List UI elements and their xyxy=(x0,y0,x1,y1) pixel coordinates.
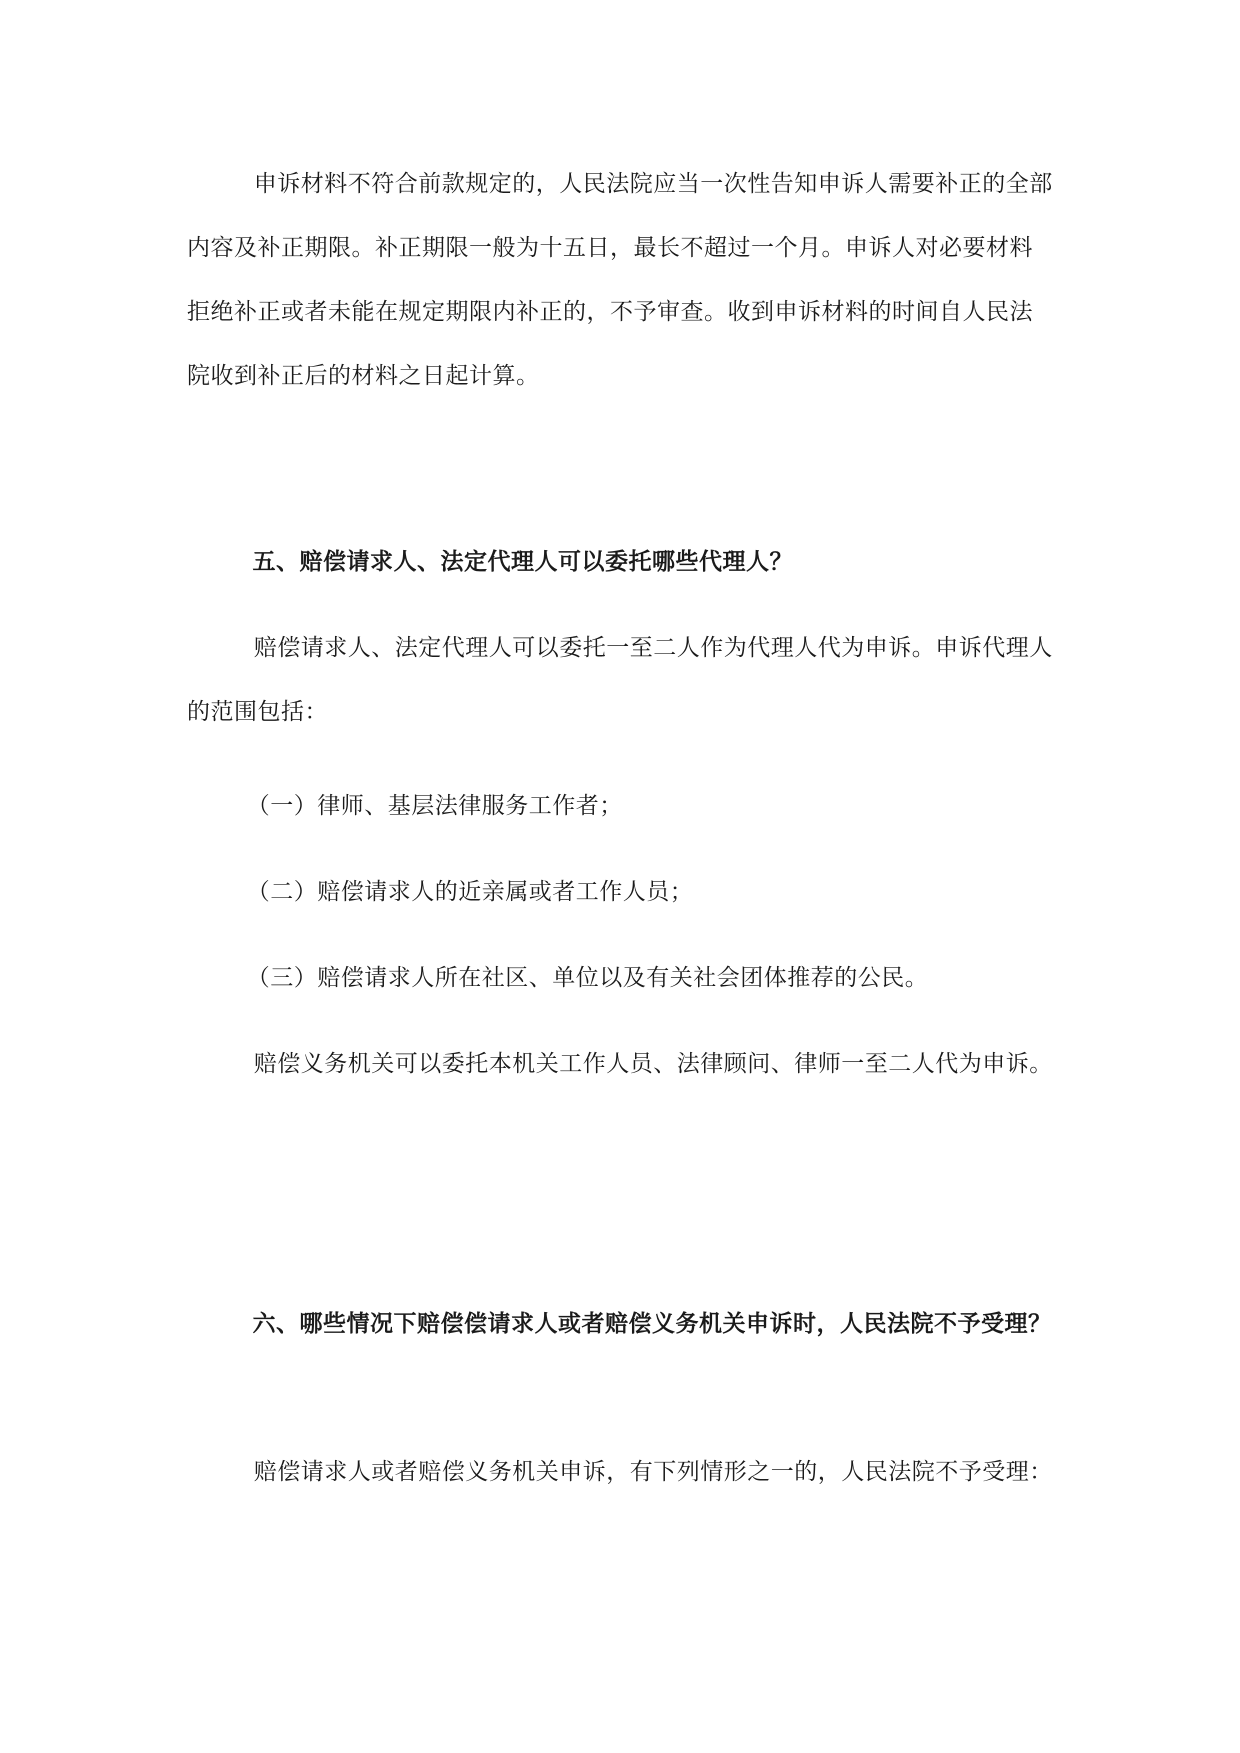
section-heading-five: 五、赔偿请求人、法定代理人可以委托哪些代理人？ xyxy=(252,548,794,575)
paragraph-correction-requirements: 申诉材料不符合前款规定的，人民法院应当一次性告知申诉人需要补正的全部内容及补正期限。补正期限一般为十五日，最长不超过一个月。申诉人对必要材料拒绝补正或者未能在规定期限内补正的，不予审查。收到申诉材料的时间自人民法院收到补正后的材料之日起计算。 xyxy=(187,171,1053,389)
list-item-one: （一）律师、基层法律服务工作者； xyxy=(246,793,623,819)
paragraph-agent-scope: 赔偿请求人、法定代理人可以委托一至二人作为代理人代为申诉。申诉代理人的范围包括： xyxy=(187,635,1053,725)
list-item-two: （二）赔偿请求人的近亲属或者工作人员； xyxy=(246,879,694,905)
paragraph-obligor-agent: 赔偿义务机关可以委托本机关工作人员、法律顾问、律师一至二人代为申诉。 xyxy=(253,1051,1053,1077)
section-heading-six: 六、哪些情况下赔偿偿请求人或者赔偿义务机关申诉时，人民法院不予受理？ xyxy=(252,1310,1052,1337)
paragraph-inadmissible-cases: 赔偿请求人或者赔偿义务机关申诉，有下列情形之一的，人民法院不予受理： xyxy=(253,1459,1053,1485)
list-item-three: （三）赔偿请求人所在社区、单位以及有关社会团体推荐的公民。 xyxy=(246,965,929,991)
